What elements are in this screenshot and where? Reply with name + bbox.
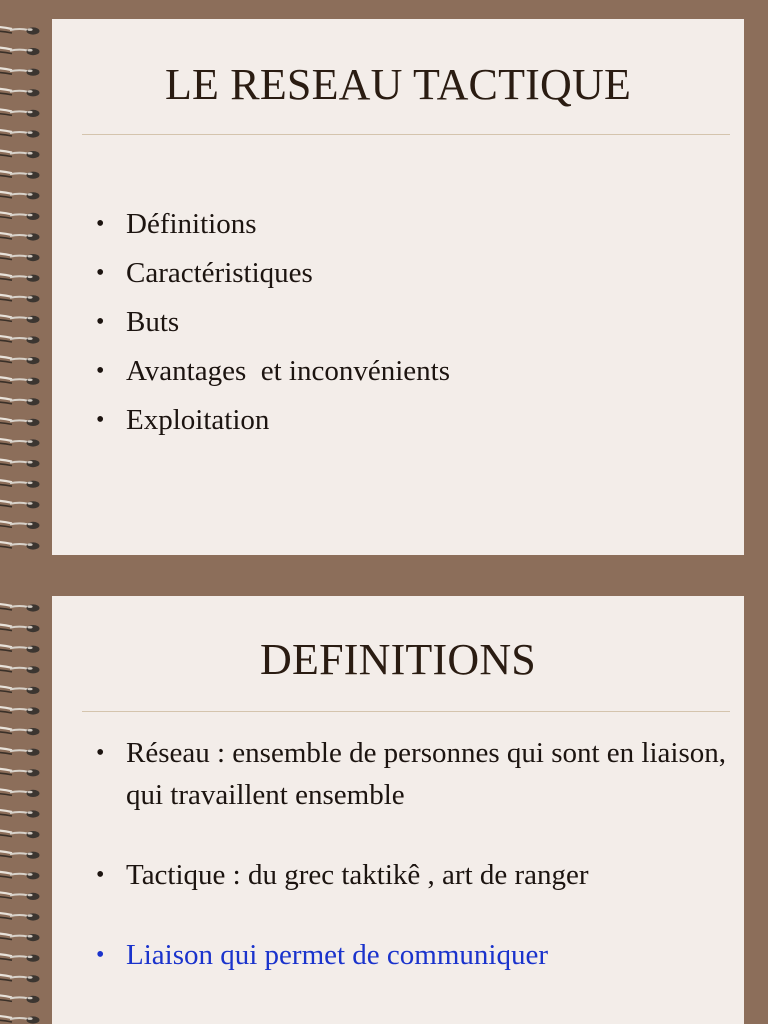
spiral-coil — [0, 1016, 40, 1024]
slide-1-bullet-list — [96, 207, 726, 452]
spiral-coil — [0, 933, 40, 942]
bullet-item: • Définitions — [96, 208, 257, 240]
spiral-coil — [0, 27, 40, 36]
spiral-coil — [0, 89, 40, 98]
spiral-coil — [0, 769, 40, 778]
spiral-coil — [0, 233, 40, 242]
spiral-coil — [0, 727, 40, 736]
spiral-coil — [0, 995, 40, 1004]
spiral-coil — [0, 295, 40, 304]
spiral-coil — [0, 892, 40, 901]
slide-1-title: LE RESEAU TACTIQUE — [164, 60, 632, 109]
spiral-coil — [0, 748, 40, 757]
spiral-binding-icon — [0, 596, 50, 1024]
spiral-coil — [0, 810, 40, 819]
bullet-dot: • — [96, 407, 105, 433]
bullet-item: • Réseau : ensemble de personnes qui sont en liaison, qui travaillent ensemble — [96, 732, 726, 816]
slide-1 — [52, 19, 744, 555]
bullet-dot: • — [96, 260, 105, 286]
bullet-dot: • — [96, 309, 105, 335]
spiral-coil — [0, 439, 40, 448]
spiral-coil — [0, 109, 40, 118]
slide-2 — [52, 596, 744, 1024]
spiral-coil — [0, 913, 40, 922]
spiral-coil — [0, 542, 40, 551]
spiral-coil — [0, 47, 40, 56]
spiral-coil — [0, 315, 40, 324]
spiral-coil — [0, 975, 40, 984]
spiral-coil — [0, 171, 40, 180]
bullet-item: • Avantages et inconvénients — [96, 355, 450, 387]
spiral-coil — [0, 830, 40, 839]
spiral-coil — [0, 789, 40, 798]
title-divider — [82, 134, 730, 135]
bullet-item: • Caractéristiques — [96, 257, 313, 289]
bullet-dot: • — [96, 358, 105, 384]
bullet-dot: • — [96, 740, 105, 766]
spiral-coil — [0, 501, 40, 510]
spiral-coil — [0, 253, 40, 262]
bullet-dot: • — [96, 211, 105, 237]
spiral-coil — [0, 336, 40, 345]
spiral-coil — [0, 666, 40, 675]
spiral-binding-icon — [0, 19, 50, 555]
spiral-coil — [0, 459, 40, 468]
spiral-coil — [0, 480, 40, 489]
title-divider — [82, 711, 730, 712]
slide-2-title: DEFINITIONS — [260, 635, 536, 684]
spiral-coil — [0, 521, 40, 530]
spiral-coil — [0, 645, 40, 654]
spiral-coil — [0, 851, 40, 860]
spiral-coil — [0, 356, 40, 365]
spiral-coil — [0, 130, 40, 139]
spiral-coil — [0, 150, 40, 159]
bullet-item-highlight: • Liaison qui permet de communiquer — [96, 934, 726, 976]
spiral-coil — [0, 68, 40, 77]
spiral-coil — [0, 624, 40, 633]
spiral-coil — [0, 192, 40, 201]
spiral-coil — [0, 707, 40, 716]
spiral-coil — [0, 686, 40, 695]
spiral-coil — [0, 212, 40, 221]
bullet-item: • Exploitation — [96, 404, 270, 436]
spiral-coil — [0, 398, 40, 407]
spiral-coil — [0, 377, 40, 386]
spiral-coil — [0, 604, 40, 613]
bullet-dot: • — [96, 862, 105, 888]
spiral-coil — [0, 872, 40, 881]
slide-2-bullet-list — [96, 732, 726, 976]
spiral-coil — [0, 954, 40, 963]
bullet-item: • Tactique : du grec taktikê , art de ranger — [96, 854, 726, 896]
spiral-coil — [0, 418, 40, 427]
spiral-coil — [0, 274, 40, 283]
bullet-dot: • — [96, 942, 105, 968]
bullet-item: • Buts — [96, 306, 180, 338]
